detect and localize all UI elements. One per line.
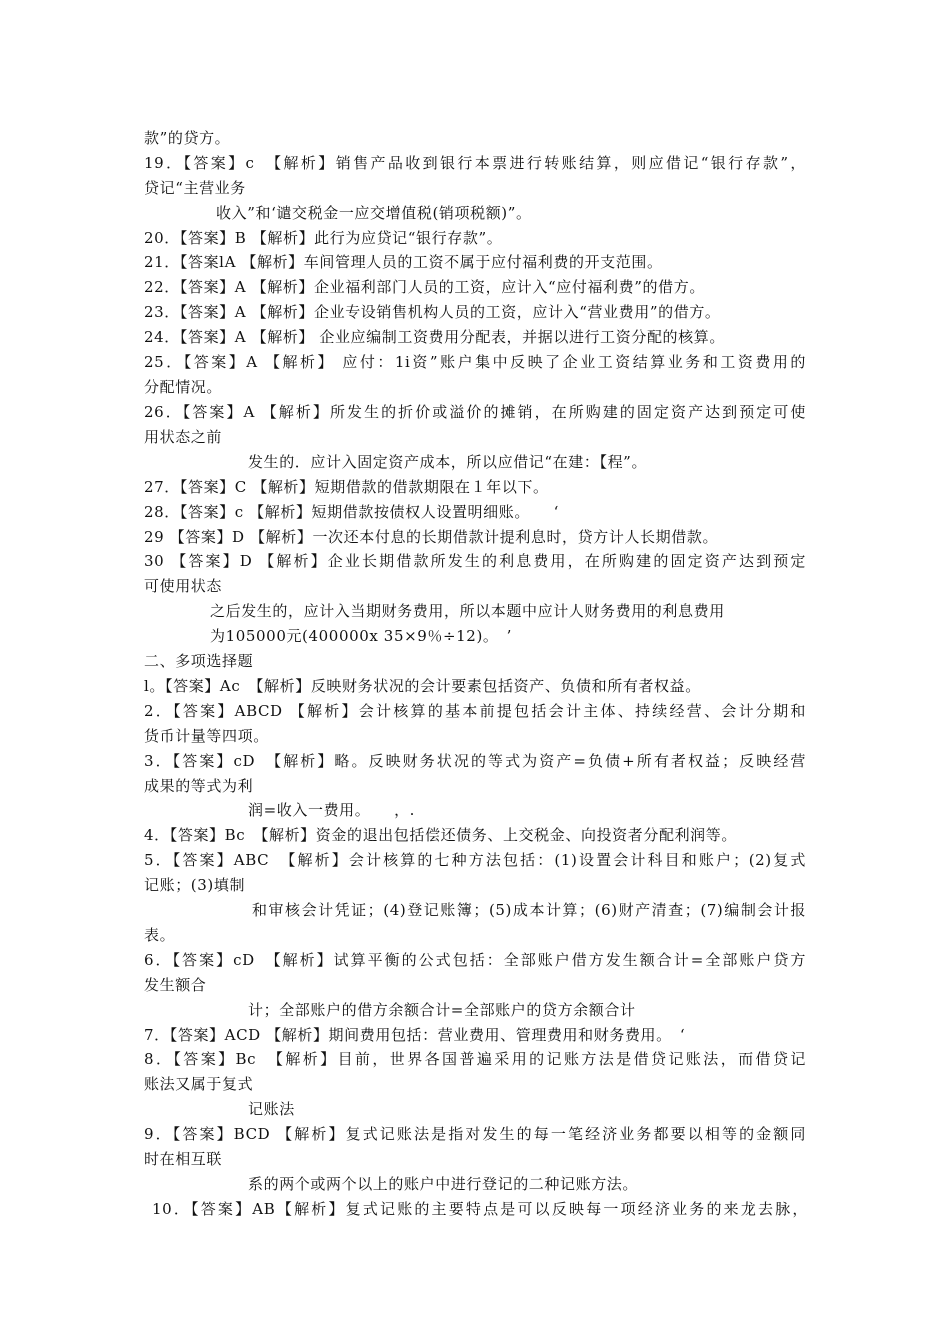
text-line: 计；全部账户的借方余额合计=全部账户的贷方余额合计 xyxy=(248,1001,636,1019)
text-line: 记账法 xyxy=(248,1100,295,1118)
text-line: 发生额合 xyxy=(144,976,207,994)
text-line: 5．【答案】ABC 【解析】会计核算的七种方法包括：(1)设置会计科目和账户；(2)复式 xyxy=(144,851,806,869)
text-line: 29 【答案】D 【解析】一次还本付息的长期借款计提利息时，贷方计人长期借款。 xyxy=(144,528,719,546)
text-line: 系的两个或两个以上的账户中进行登记的二种记账方法。 xyxy=(248,1175,639,1193)
text-line: 25．【答案】A 【解析】 应付：1i资”账户集中反映了企业工资结算业务和工资费用的 xyxy=(144,353,806,371)
text-line: 30 【答案】D 【解析】企业长期借款所发生的利息费用，在所购建的固定资产达到预定 xyxy=(144,552,806,570)
text-line: 21．【答案lA 【解析】车间管理人员的工资不属于应付福利费的开支范围。 xyxy=(144,253,663,271)
text-line: l。【答案】Ac 【解析】反映财务状况的会计要素包括资产、负债和所有者权益。 xyxy=(144,677,701,695)
text-line: 7．【答案】ACD 【解析】期间费用包括：营业费用、管理费用和财务费用。 ‘ xyxy=(144,1026,686,1044)
text-line: 贷记“主营业务 xyxy=(144,179,246,197)
text-line: 润=收入一费用。 ，. xyxy=(248,801,416,819)
text-line: 表。 xyxy=(144,926,176,944)
text-line: 9．【答案】BCD 【解析】复式记账法是指对发生的每一笔经济业务都要以相等的金额同 xyxy=(144,1125,806,1143)
text-line: 19．【答案】c 【解析】销售产品收到银行本票进行转账结算，则应借记“银行存款”， xyxy=(144,154,806,172)
text-line: 8．【答案】Bc 【解析】目前，世界各国普遍采用的记账方法是借贷记账法，而借贷记 xyxy=(144,1050,806,1068)
text-line: 和审核会计凭证；(4)登记账簿；(5)成本计算；(6)财产清查；(7)编制会计报 xyxy=(252,901,806,919)
text-line: 6．【答案】cD 【解析】试算平衡的公式包括：全部账户借方发生额合计=全部账户贷方 xyxy=(144,951,806,969)
text-line: 3．【答案】cD 【解析】略。反映财务状况的等式为资产=负债+所有者权益；反映经营 xyxy=(144,752,806,770)
text-line: 账法又属于复式 xyxy=(144,1075,254,1093)
text-line: 成果的等式为利 xyxy=(144,777,254,795)
text-line: 22．【答案】A 【解析】企业福利部门人员的工资，应计入“应付福利费”的借方。 xyxy=(144,278,705,296)
text-line: 20．【答案】B 【解析】此行为应贷记“银行存款”。 xyxy=(144,229,503,247)
text-line: 为105000元(400000x 35×9％÷12)。 ’ xyxy=(210,627,512,645)
text-line: 10．【答案】AB【解析】复式记账的主要特点是可以反映每一项经济业务的来龙去脉， xyxy=(152,1200,808,1218)
text-line: 货币计量等四项。 xyxy=(144,727,269,745)
text-line: 分配情况。 xyxy=(144,378,223,396)
text-line: 27．【答案】C 【解析】短期借款的借款期限在１年以下。 xyxy=(144,478,549,496)
text-line: 28．【答案】c 【解析】短期借款按债权人设置明细账。 ‘ xyxy=(144,503,560,521)
text-line: 2．【答案】ABCD 【解析】会计核算的基本前提包括会计主体、持续经营、会计分期和 xyxy=(144,702,806,720)
text-line: 可使用状态 xyxy=(144,577,223,595)
text-line: 款”的贷方。 xyxy=(144,129,231,147)
text-line: 收入”和‘谴交税金一应交增值税(销项税额)”。 xyxy=(216,204,532,222)
text-line: 用状态之前 xyxy=(144,428,223,446)
text-line: 记账；(3)填制 xyxy=(144,876,246,894)
text-line: 4．【答案】Bc 【解析】资金的退出包括偿还债务、上交税金、向投资者分配利润等。 xyxy=(144,826,737,844)
text-line: 时在相互联 xyxy=(144,1150,223,1168)
text-line: 发生的．应计入固定资产成本，所以应借记“在建：【程”。 xyxy=(248,453,648,471)
text-line: 23．【答案】A 【解析】企业专设销售机构人员的工资，应计入“营业费用”的借方。 xyxy=(144,303,721,321)
section-heading: 二、多项选择题 xyxy=(144,652,254,670)
text-line: 26．【答案】A 【解析】所发生的折价或溢价的摊销，在所购建的固定资产达到预定可使 xyxy=(144,403,806,421)
text-line: 24．【答案】A 【解析】 企业应编制工资费用分配表，并据以进行工资分配的核算。 xyxy=(144,328,725,346)
text-line: 之后发生的，应计入当期财务费用，所以本题中应计人财务费用的利息费用 xyxy=(210,602,725,620)
